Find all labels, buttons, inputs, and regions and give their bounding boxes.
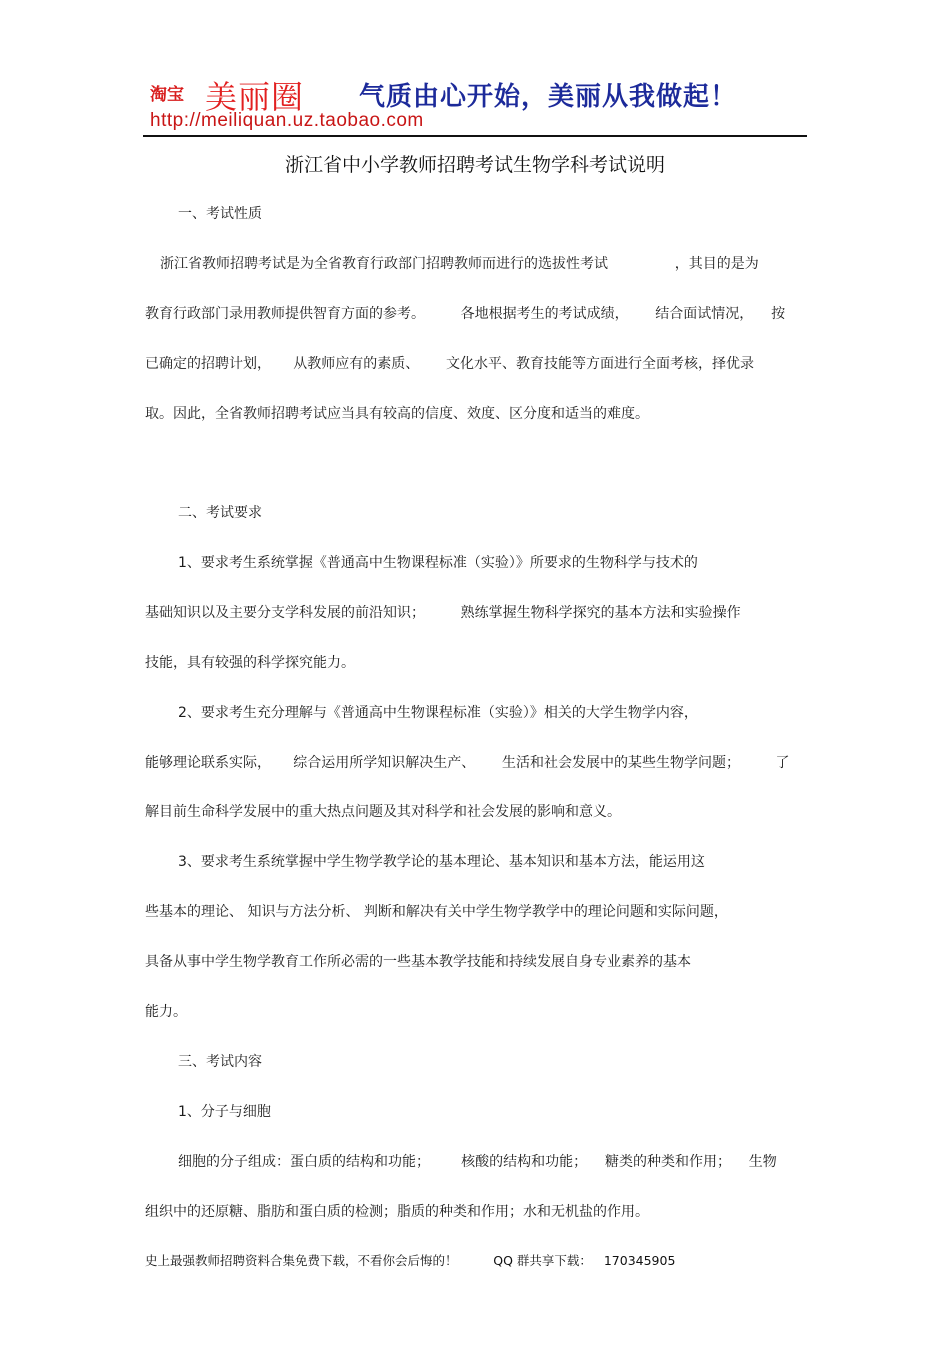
paragraph-line: 解目前生命科学发展中的重大热点问题及其对科学和社会发展的影响和意义。 — [145, 804, 621, 820]
document-title: 浙江省中小学教师招聘考试生物学科考试说明 — [284, 154, 665, 176]
paragraph-line: 3、要求考生系统掌握中学生物学教学论的基本理论、基本知识和基本方法，能运用这 — [178, 854, 705, 870]
paragraph-line: 具备从事中学生物学教育工作所必需的一些基本教学技能和持续发展自身专业素养的基本 — [145, 954, 691, 970]
footer-promo-text: 史上最强教师招聘资料合集免费下载，不看你会后悔的！ QQ 群共享下载： 170345905 — [145, 1253, 676, 1268]
section-heading-nature: 一、考试性质 — [178, 206, 262, 222]
paragraph-line: 能够理论联系实际， 综合运用所学知识解决生产、 生活和社会发展中的某些生物学问题； 了 — [145, 755, 790, 771]
paragraph-line: 2、要求考生充分理解与《普通高中生物课程标准（实验）》相关的大学生物学内容， — [178, 705, 698, 721]
paragraph-line: 已确定的招聘计划， 从教师应有的素质、 文化水平、教育技能等方面进行全面考核，择优录 — [145, 356, 754, 372]
paragraph-line: 教育行政部门录用教师提供智育方面的参考。 各地根据考生的考试成绩， 结合面试情况， 按 — [145, 306, 786, 322]
banner-taobao-text: 淘宝 — [150, 85, 184, 105]
paragraph-line: 技能，具有较强的科学探究能力。 — [145, 655, 355, 671]
shop-banner[interactable] — [143, 70, 807, 132]
banner-shop-name: 美丽圈 — [205, 78, 305, 116]
paragraph-line: 取。因此，全省教师招聘考试应当具有较高的信度、效度、区分度和适当的难度。 — [145, 406, 649, 422]
paragraph-line: 基础知识以及主要分支学科发展的前沿知识； 熟练掌握生物科学探究的基本方法和实验操作 — [145, 605, 741, 621]
paragraph-line: 能力。 — [145, 1004, 187, 1020]
paragraph-line: 1、要求考生系统掌握《普通高中生物课程标准（实验）》所要求的生物科学与技术的 — [178, 555, 698, 571]
paragraph-line: 些基本的理论、 知识与方法分析、 判断和解决有关中学生物学教学中的理论问题和实际问题， — [145, 904, 728, 920]
banner-slogan: 气质由心开始，美丽从我做起！ — [359, 82, 738, 112]
paragraph-line: 组织中的还原糖、脂肪和蛋白质的检测；脂质的种类和作用；水和无机盐的作用。 — [145, 1204, 649, 1220]
section-heading-content: 三、考试内容 — [178, 1054, 262, 1070]
section-heading-requirements: 二、考试要求 — [178, 505, 262, 521]
header-divider — [143, 135, 807, 137]
paragraph-line: 浙江省教师招聘考试是为全省教育行政部门招聘教师而进行的选拔性考试 ，其目的是为 — [160, 256, 759, 272]
subsection-heading: 1、分子与细胞 — [178, 1104, 271, 1120]
banner-url-link[interactable]: http://meiliquan.uz.taobao.com — [150, 110, 424, 131]
paragraph-line: 细胞的分子组成：蛋白质的结构和功能； 核酸的结构和功能； 糖类的种类和作用； 生物 — [178, 1154, 777, 1170]
